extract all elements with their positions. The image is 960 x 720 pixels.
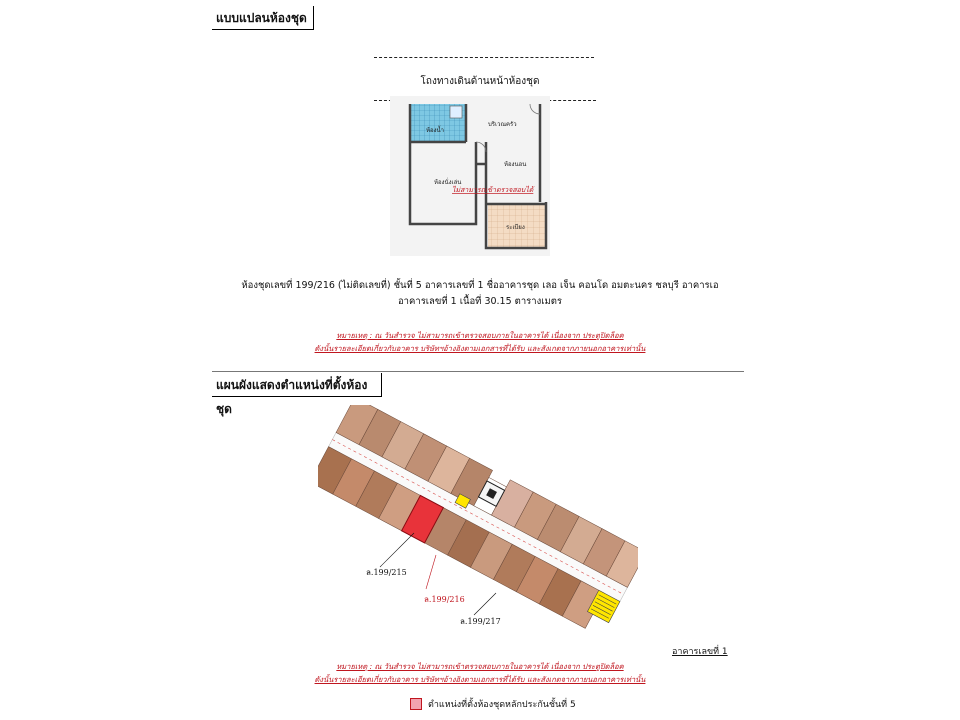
corridor-top-line	[374, 57, 594, 58]
callout-unit-217: ล.199/217	[460, 617, 501, 626]
location-plan-heading: แผนผังแสดงตำแหน่งที่ตั้งห้องชุด	[212, 373, 382, 397]
remark-bottom-line-1: หมายเหตุ : ณ วันสำรวจ ไม่สามารถเข้าตรวจสอบภายในอาคารได้ เนื่องจาก ประตูปิดล็อค	[336, 662, 624, 671]
unit-floor-plan	[390, 96, 550, 256]
kitchen-label: บริเวณครัว	[488, 121, 517, 128]
unit-info-line-1: ห้องชุดเลขที่ 199/216 (ไม่ติดเลขที่) ชั้นที่ 5 อาคารเลขที่ 1 ชื่ออาคารชุด เลอ เจ็น คอนโด อมตะนคร ชลบุรี อาคารเอ	[241, 280, 719, 291]
building-site-plan	[318, 405, 638, 630]
section-divider	[212, 371, 744, 372]
floor-plan-heading: แบบแปลนห้องชุด	[212, 6, 314, 30]
balcony-label: ระเบียง	[506, 224, 525, 231]
callout-unit-216: ล.199/216	[424, 595, 465, 604]
legend-swatch	[410, 698, 422, 710]
remark-top-line-2: ดังนั้นรายละเอียดเกี่ยวกับอาคาร บริษัทฯอ้างอิงตามเอกสารที่ได้รับ และสังเกตจากภายนอกอาคารเท่านั้น	[314, 344, 646, 353]
remark-top-line-1: หมายเหตุ : ณ วันสำรวจ ไม่สามารถเข้าตรวจสอบภายในอาคารได้ เนื่องจาก ประตูปิดล็อค	[336, 331, 624, 340]
remark-bottom-line-2: ดังนั้นรายละเอียดเกี่ยวกับอาคาร บริษัทฯอ้างอิงตามเอกสารที่ได้รับ และสังเกตจากภายนอกอาคารเท่านั้น	[314, 675, 646, 684]
callout-unit-215: ล.199/215	[366, 568, 407, 577]
bedroom-label: ห้องนอน	[504, 161, 527, 168]
legend-text: ตำแหน่งที่ตั้งห้องชุดหลักประกันชั้นที่ 5	[428, 700, 576, 710]
unit-info-line-2: อาคารเลขที่ 1 เนื้อที่ 30.15 ตารางเมตร	[397, 296, 563, 307]
living-room-label: ห้องนั่งเล่น	[434, 179, 462, 186]
bathroom-label: ห้องน้ำ	[426, 127, 444, 134]
corridor-label: โถงทางเดินด้านหน้าห้องชุด	[420, 76, 540, 87]
inspection-note: ไม่สามารถเข้าตรวจสอบได้	[452, 186, 534, 194]
legend	[410, 697, 576, 711]
building-number-label: อาคารเลขที่ 1	[672, 647, 728, 657]
